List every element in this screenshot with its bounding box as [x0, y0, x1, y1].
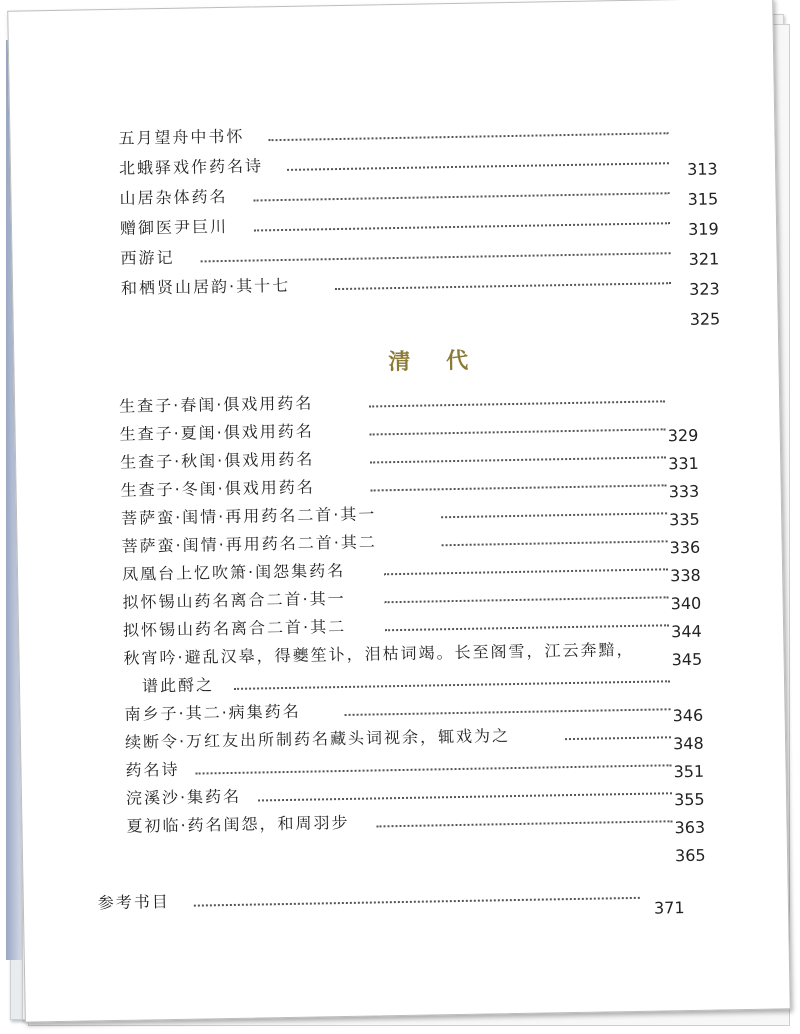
toc-entry-title: 菩萨蛮·闺情·再用药名二首·其一 [120, 504, 377, 528]
toc-entry-title: 参考书目 [97, 892, 170, 913]
page-number: 340 [670, 593, 702, 614]
page-number: 338 [670, 565, 701, 586]
dot-leader [269, 132, 669, 141]
page-number: 371 [653, 898, 685, 918]
toc-entry-title: 西游记 [120, 247, 175, 268]
toc-entry-title: 秋宵吟·避乱汉皋，得夔笙讣，泪枯词竭。长至阁雪，江云奔黯， [123, 639, 635, 668]
page-number: 365 [674, 845, 706, 866]
toc-entry-references[interactable] [98, 880, 678, 918]
toc-entry-title: 凤凰台上忆吹箫·闺怨集药名 [121, 560, 346, 584]
section-heading: 清 代 [388, 347, 483, 376]
dot-leader [258, 792, 672, 801]
dot-leader [384, 568, 668, 575]
page-number: 331 [668, 453, 699, 474]
toc-entry-title: 和栖贤山居韵·其十七 [120, 275, 291, 298]
page-number: 329 [667, 425, 699, 446]
dot-leader [370, 456, 666, 463]
dot-leader [254, 192, 670, 201]
toc-entry-title: 生查子·夏闺·俱戏用药名 [119, 421, 314, 444]
page-number: 333 [668, 481, 700, 502]
dot-leader [345, 708, 671, 716]
dot-leader [287, 162, 669, 171]
page-number: 344 [671, 621, 702, 642]
dot-leader [441, 512, 667, 518]
toc-entry-title: 生查子·冬闺·俱戏用药名 [120, 477, 315, 500]
page-number: 345 [671, 649, 703, 670]
toc-page [7, 0, 791, 1023]
page-number: 319 [687, 219, 719, 239]
toc-entry-title: 药名诗 [125, 759, 180, 780]
toc-entry-title: 菩萨蛮·闺情·再用药名二首·其二 [121, 532, 377, 556]
dot-leader [370, 428, 666, 435]
toc-entry-title: 赠御医尹巨川 [119, 216, 229, 238]
page-number: 323 [689, 279, 720, 299]
dot-leader [194, 897, 640, 907]
page-number: 336 [669, 537, 701, 558]
dot-leader [234, 680, 670, 690]
toc-entry-title: 拟怀锡山药名离合二首·其一 [122, 588, 346, 612]
dot-leader [196, 764, 672, 774]
toc-entry-title: 五月望舟中书怀 [118, 126, 245, 148]
page-number: 325 [689, 309, 721, 329]
dot-leader [377, 820, 673, 827]
toc-entry-title: 浣溪沙·集药名 [125, 786, 242, 808]
dot-leader [565, 736, 671, 740]
page-number: 346 [672, 705, 704, 726]
dot-leader [371, 484, 667, 491]
toc-entry-title: 南乡子·其二·病集药名 [124, 701, 301, 724]
dot-leader [369, 400, 665, 407]
toc-entry-title: 谱此酹之 [141, 675, 215, 696]
table-of-contents [8, 0, 790, 1022]
dot-leader [385, 624, 669, 631]
dot-leader [254, 222, 670, 231]
toc-entry-title: 夏初临·药名闺怨，和周羽步 [126, 812, 350, 836]
dot-leader [385, 596, 669, 603]
page-number: 363 [674, 817, 706, 838]
page-number: 315 [687, 189, 719, 209]
page-number: 321 [688, 249, 720, 269]
dot-leader [335, 282, 671, 290]
page-number: 351 [673, 761, 705, 782]
toc-entry-title: 拟怀锡山药名离合二首·其二 [122, 616, 347, 640]
page-number: 355 [673, 789, 705, 810]
toc-entry-title: 生查子·春闺·俱戏用药名 [118, 393, 314, 416]
toc-entry-title: 山居杂体药名 [119, 186, 228, 208]
page-number: 335 [669, 509, 700, 530]
toc-entry-title: 北蛾驿戏作药名诗 [118, 156, 264, 178]
toc-entry-title: 生查子·秋闺·俱戏用药名 [119, 449, 315, 472]
dot-leader [442, 540, 668, 546]
page-number: 313 [686, 159, 718, 179]
page-number: 348 [672, 733, 704, 754]
dot-leader [201, 252, 671, 262]
toc-entry-title: 续断令·万红友出所制药名藏头词视余，辄戏为之 [124, 726, 511, 752]
